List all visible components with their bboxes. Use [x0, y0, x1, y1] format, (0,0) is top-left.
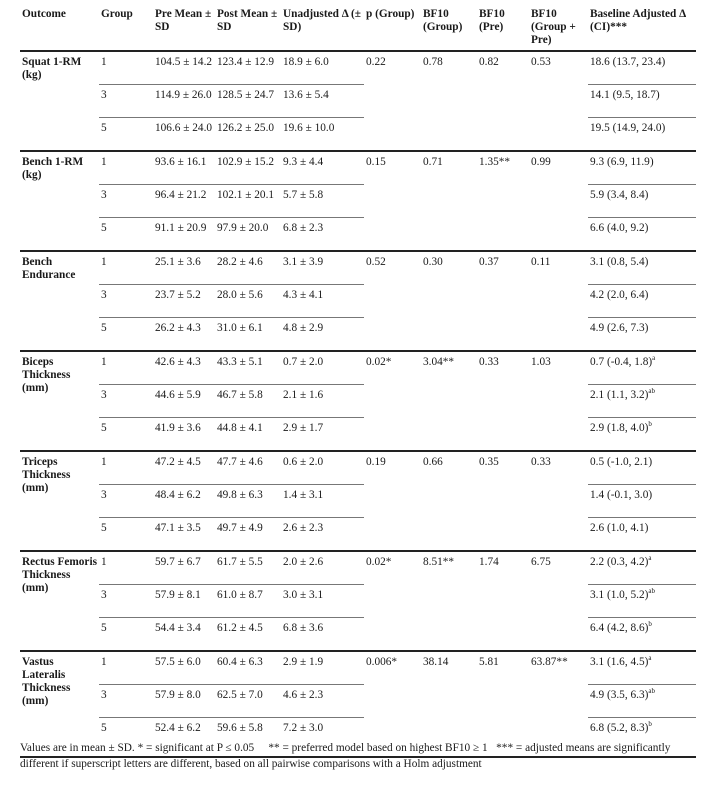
header-pre: Pre Mean ± SD [155, 8, 212, 33]
bf-group-cell: 8.51** [421, 551, 477, 651]
p-value-cell: 0.006* [364, 651, 421, 757]
outcome-label: Biceps Thickness (mm) [20, 351, 99, 451]
group-cell: 3 [99, 285, 153, 318]
table-row [20, 685, 696, 718]
bf-group-pre-cell: 0.11 [529, 251, 588, 351]
pre-cell: 52.4 ± 6.2 [153, 718, 215, 758]
unadjusted-cell: 2.9 ± 1.7 [281, 418, 364, 452]
adjusted-cell [588, 118, 696, 152]
post-cell: 43.3 ± 5.1 [215, 351, 281, 385]
p-value-cell: 0.02* [364, 351, 421, 451]
unadjusted-cell: 6.8 ± 2.3 [281, 218, 364, 252]
header-bf-group-pre: BF10 (Group + Pre) [531, 8, 576, 46]
unadjusted-cell: 3.1 ± 3.9 [281, 251, 364, 285]
table-row [20, 451, 696, 485]
adjusted-value: 4.2 (2.0, 6.4) [590, 289, 649, 301]
adjusted-cell [588, 485, 696, 518]
significance-letter: ab [648, 387, 655, 396]
bf-group-pre-cell: 63.87** [529, 651, 588, 757]
pre-cell: 42.6 ± 4.3 [153, 351, 215, 385]
bf-group-cell: 3.04** [421, 351, 477, 451]
adjusted-value: 2.9 (1.8, 4.0) [590, 422, 649, 434]
post-cell: 61.0 ± 8.7 [215, 585, 281, 618]
bf-pre-cell: 0.35 [477, 451, 529, 551]
group-cell: 3 [99, 185, 153, 218]
unadjusted-cell: 9.3 ± 4.4 [281, 151, 364, 185]
adjusted-cell [588, 218, 696, 252]
bf-group-cell: 0.30 [421, 251, 477, 351]
adjusted-value: 3.1 (1.0, 5.2) [590, 589, 649, 601]
pre-cell: 44.6 ± 5.9 [153, 385, 215, 418]
post-cell: 60.4 ± 6.3 [215, 651, 281, 685]
bf-group-cell: 0.71 [421, 151, 477, 251]
outcome-label: Bench 1-RM (kg) [20, 151, 99, 251]
pre-cell: 26.2 ± 4.3 [153, 318, 215, 352]
unadjusted-cell: 19.6 ± 10.0 [281, 118, 364, 152]
bf-pre-cell: 0.82 [477, 51, 529, 151]
post-cell: 61.2 ± 4.5 [215, 618, 281, 652]
adjusted-cell [588, 585, 696, 618]
significance-letter: b [648, 420, 652, 429]
table-row [20, 85, 696, 118]
table-row [20, 251, 696, 285]
bf-pre-cell: 1.74 [477, 551, 529, 651]
significance-letter: a [648, 554, 652, 563]
adjusted-cell [588, 185, 696, 218]
footnote-part-2: ** = preferred model based on highest BF10 ≥ 1 [268, 742, 488, 754]
post-cell: 126.2 ± 25.0 [215, 118, 281, 152]
pre-cell: 25.1 ± 3.6 [153, 251, 215, 285]
footnote-part-3: *** = adjusted means are significantly different if superscript letters are different, based on all pairwise comparisons with a Holm adjustment [20, 742, 671, 770]
adjusted-cell [588, 251, 696, 285]
bf-pre-cell: 0.37 [477, 251, 529, 351]
group-cell: 1 [99, 151, 153, 185]
pre-cell: 47.2 ± 4.5 [153, 451, 215, 485]
adjusted-value: 0.5 (-1.0, 2.1) [590, 456, 653, 468]
group-cell: 5 [99, 618, 153, 652]
header-outcome: Outcome [22, 8, 66, 20]
unadjusted-cell: 6.8 ± 3.6 [281, 618, 364, 652]
post-cell: 47.7 ± 4.6 [215, 451, 281, 485]
table-row [20, 485, 696, 518]
unadjusted-cell: 5.7 ± 5.8 [281, 185, 364, 218]
bf-group-cell: 0.78 [421, 51, 477, 151]
group-cell: 5 [99, 718, 153, 758]
pre-cell: 41.9 ± 3.6 [153, 418, 215, 452]
p-value-cell: 0.22 [364, 51, 421, 151]
table-row [20, 151, 696, 185]
pre-cell: 57.9 ± 8.1 [153, 585, 215, 618]
table-row [20, 551, 696, 585]
post-cell: 102.1 ± 20.1 [215, 185, 281, 218]
adjusted-cell [588, 651, 696, 685]
adjusted-value: 9.3 (6.9, 11.9) [590, 156, 654, 168]
unadjusted-cell: 4.6 ± 2.3 [281, 685, 364, 718]
post-cell: 44.8 ± 4.1 [215, 418, 281, 452]
header-baseline-adjusted: Baseline Adjusted Δ (CI)*** [590, 8, 686, 33]
table-row [20, 218, 696, 252]
adjusted-value: 3.1 (0.8, 5.4) [590, 256, 649, 268]
group-cell: 5 [99, 318, 153, 352]
header-bf-group: BF10 (Group) [423, 8, 463, 33]
pre-cell: 93.6 ± 16.1 [153, 151, 215, 185]
adjusted-value: 2.2 (0.3, 4.2) [590, 556, 649, 568]
post-cell: 97.9 ± 20.0 [215, 218, 281, 252]
post-cell: 59.6 ± 5.8 [215, 718, 281, 758]
post-cell: 123.4 ± 12.9 [215, 51, 281, 85]
table-row [20, 318, 696, 352]
adjusted-value: 4.9 (3.5, 6.3) [590, 689, 649, 701]
bf-pre-cell: 0.33 [477, 351, 529, 451]
adjusted-cell [588, 51, 696, 85]
bf-group-pre-cell: 6.75 [529, 551, 588, 651]
table-row [20, 51, 696, 85]
p-value-cell: 0.02* [364, 551, 421, 651]
table-row [20, 418, 696, 452]
significance-letter: b [648, 720, 652, 729]
post-cell: 46.7 ± 5.8 [215, 385, 281, 418]
post-cell: 28.0 ± 5.6 [215, 285, 281, 318]
pre-cell: 57.9 ± 8.0 [153, 685, 215, 718]
unadjusted-cell: 4.8 ± 2.9 [281, 318, 364, 352]
bf-group-pre-cell: 0.99 [529, 151, 588, 251]
table-footnote [20, 740, 696, 772]
pre-cell: 91.1 ± 20.9 [153, 218, 215, 252]
header-bf-pre: BF10 (Pre) [479, 8, 505, 33]
table-row [20, 618, 696, 652]
adjusted-cell [588, 418, 696, 452]
unadjusted-cell: 2.0 ± 2.6 [281, 551, 364, 585]
group-cell: 3 [99, 685, 153, 718]
header-post: Post Mean ± SD [217, 8, 278, 33]
results-table [20, 8, 696, 758]
group-cell: 3 [99, 485, 153, 518]
results-table-container [20, 8, 696, 758]
pre-cell: 59.7 ± 6.7 [153, 551, 215, 585]
table-body [20, 51, 696, 757]
bf-group-pre-cell: 0.33 [529, 451, 588, 551]
post-cell: 49.8 ± 6.3 [215, 485, 281, 518]
header-group: Group [101, 8, 133, 20]
pre-cell: 57.5 ± 6.0 [153, 651, 215, 685]
post-cell: 28.2 ± 4.6 [215, 251, 281, 285]
adjusted-cell [588, 685, 696, 718]
significance-letter: a [652, 354, 656, 363]
group-cell: 3 [99, 385, 153, 418]
pre-cell: 47.1 ± 3.5 [153, 518, 215, 552]
pre-cell: 114.9 ± 26.0 [153, 85, 215, 118]
unadjusted-cell: 0.7 ± 2.0 [281, 351, 364, 385]
outcome-label: Vastus Lateralis Thickness (mm) [20, 651, 99, 757]
header-unadjusted: Unadjusted Δ (± SD) [283, 8, 361, 33]
group-cell: 5 [99, 518, 153, 552]
table-row [20, 185, 696, 218]
significance-letter: b [648, 620, 652, 629]
group-cell: 5 [99, 218, 153, 252]
adjusted-value: 14.1 (9.5, 18.7) [590, 89, 660, 101]
pre-cell: 96.4 ± 21.2 [153, 185, 215, 218]
pre-cell: 23.7 ± 5.2 [153, 285, 215, 318]
pre-cell: 104.5 ± 14.2 [153, 51, 215, 85]
adjusted-value: 18.6 (13.7, 23.4) [590, 56, 666, 68]
header-p: p (Group) [366, 8, 415, 20]
header-row [20, 8, 696, 51]
outcome-label: Squat 1-RM (kg) [20, 51, 99, 151]
unadjusted-cell: 18.9 ± 6.0 [281, 51, 364, 85]
group-cell: 1 [99, 651, 153, 685]
adjusted-cell [588, 518, 696, 552]
bf-group-cell: 0.66 [421, 451, 477, 551]
group-cell: 1 [99, 51, 153, 85]
adjusted-value: 1.4 (-0.1, 3.0) [590, 489, 653, 501]
group-cell: 5 [99, 418, 153, 452]
group-cell: 1 [99, 451, 153, 485]
adjusted-value: 3.1 (1.6, 4.5) [590, 656, 649, 668]
group-cell: 1 [99, 251, 153, 285]
adjusted-cell [588, 551, 696, 585]
unadjusted-cell: 3.0 ± 3.1 [281, 585, 364, 618]
group-cell: 3 [99, 585, 153, 618]
adjusted-cell [588, 318, 696, 352]
post-cell: 49.7 ± 4.9 [215, 518, 281, 552]
post-cell: 102.9 ± 15.2 [215, 151, 281, 185]
adjusted-value: 6.4 (4.2, 8.6) [590, 622, 649, 634]
outcome-label: Triceps Thickness (mm) [20, 451, 99, 551]
outcome-label: Bench Endurance [20, 251, 99, 351]
table-row [20, 585, 696, 618]
unadjusted-cell: 13.6 ± 5.4 [281, 85, 364, 118]
adjusted-value: 2.1 (1.1, 3.2) [590, 389, 649, 401]
bf-group-cell: 38.14 [421, 651, 477, 757]
post-cell: 61.7 ± 5.5 [215, 551, 281, 585]
table-row [20, 518, 696, 552]
outcome-label: Rectus Femoris Thickness (mm) [20, 551, 99, 651]
post-cell: 62.5 ± 7.0 [215, 685, 281, 718]
adjusted-value: 0.7 (-0.4, 1.8) [590, 356, 653, 368]
adjusted-value: 4.9 (2.6, 7.3) [590, 322, 649, 334]
group-cell: 3 [99, 85, 153, 118]
adjusted-cell [588, 618, 696, 652]
table-row [20, 118, 696, 152]
pre-cell: 48.4 ± 6.2 [153, 485, 215, 518]
table-row [20, 351, 696, 385]
significance-letter: a [648, 654, 652, 663]
bf-group-pre-cell: 0.53 [529, 51, 588, 151]
adjusted-cell [588, 151, 696, 185]
table-row [20, 385, 696, 418]
footnote-part-1: Values are in mean ± SD. * = significant at P ≤ 0.05 [20, 742, 255, 754]
significance-letter: ab [648, 587, 655, 596]
bf-pre-cell: 5.81 [477, 651, 529, 757]
adjusted-cell [588, 451, 696, 485]
adjusted-cell [588, 285, 696, 318]
unadjusted-cell: 1.4 ± 3.1 [281, 485, 364, 518]
unadjusted-cell: 2.1 ± 1.6 [281, 385, 364, 418]
unadjusted-cell: 4.3 ± 4.1 [281, 285, 364, 318]
bf-pre-cell: 1.35** [477, 151, 529, 251]
table-row [20, 285, 696, 318]
adjusted-value: 5.9 (3.4, 8.4) [590, 189, 649, 201]
p-value-cell: 0.15 [364, 151, 421, 251]
unadjusted-cell: 2.6 ± 2.3 [281, 518, 364, 552]
adjusted-value: 6.6 (4.0, 9.2) [590, 222, 649, 234]
unadjusted-cell: 2.9 ± 1.9 [281, 651, 364, 685]
pre-cell: 106.6 ± 24.0 [153, 118, 215, 152]
group-cell: 5 [99, 118, 153, 152]
adjusted-cell [588, 351, 696, 385]
pre-cell: 54.4 ± 3.4 [153, 618, 215, 652]
bf-group-pre-cell: 1.03 [529, 351, 588, 451]
unadjusted-cell: 7.2 ± 3.0 [281, 718, 364, 758]
significance-letter: ab [648, 687, 655, 696]
adjusted-value: 19.5 (14.9, 24.0) [590, 122, 666, 134]
adjusted-value: 2.6 (1.0, 4.1) [590, 522, 649, 534]
table-row [20, 651, 696, 685]
post-cell: 31.0 ± 6.1 [215, 318, 281, 352]
unadjusted-cell: 0.6 ± 2.0 [281, 451, 364, 485]
post-cell: 128.5 ± 24.7 [215, 85, 281, 118]
adjusted-value: 6.8 (5.2, 8.3) [590, 722, 649, 734]
adjusted-cell [588, 85, 696, 118]
adjusted-cell [588, 385, 696, 418]
group-cell: 1 [99, 351, 153, 385]
p-value-cell: 0.19 [364, 451, 421, 551]
p-value-cell: 0.52 [364, 251, 421, 351]
group-cell: 1 [99, 551, 153, 585]
